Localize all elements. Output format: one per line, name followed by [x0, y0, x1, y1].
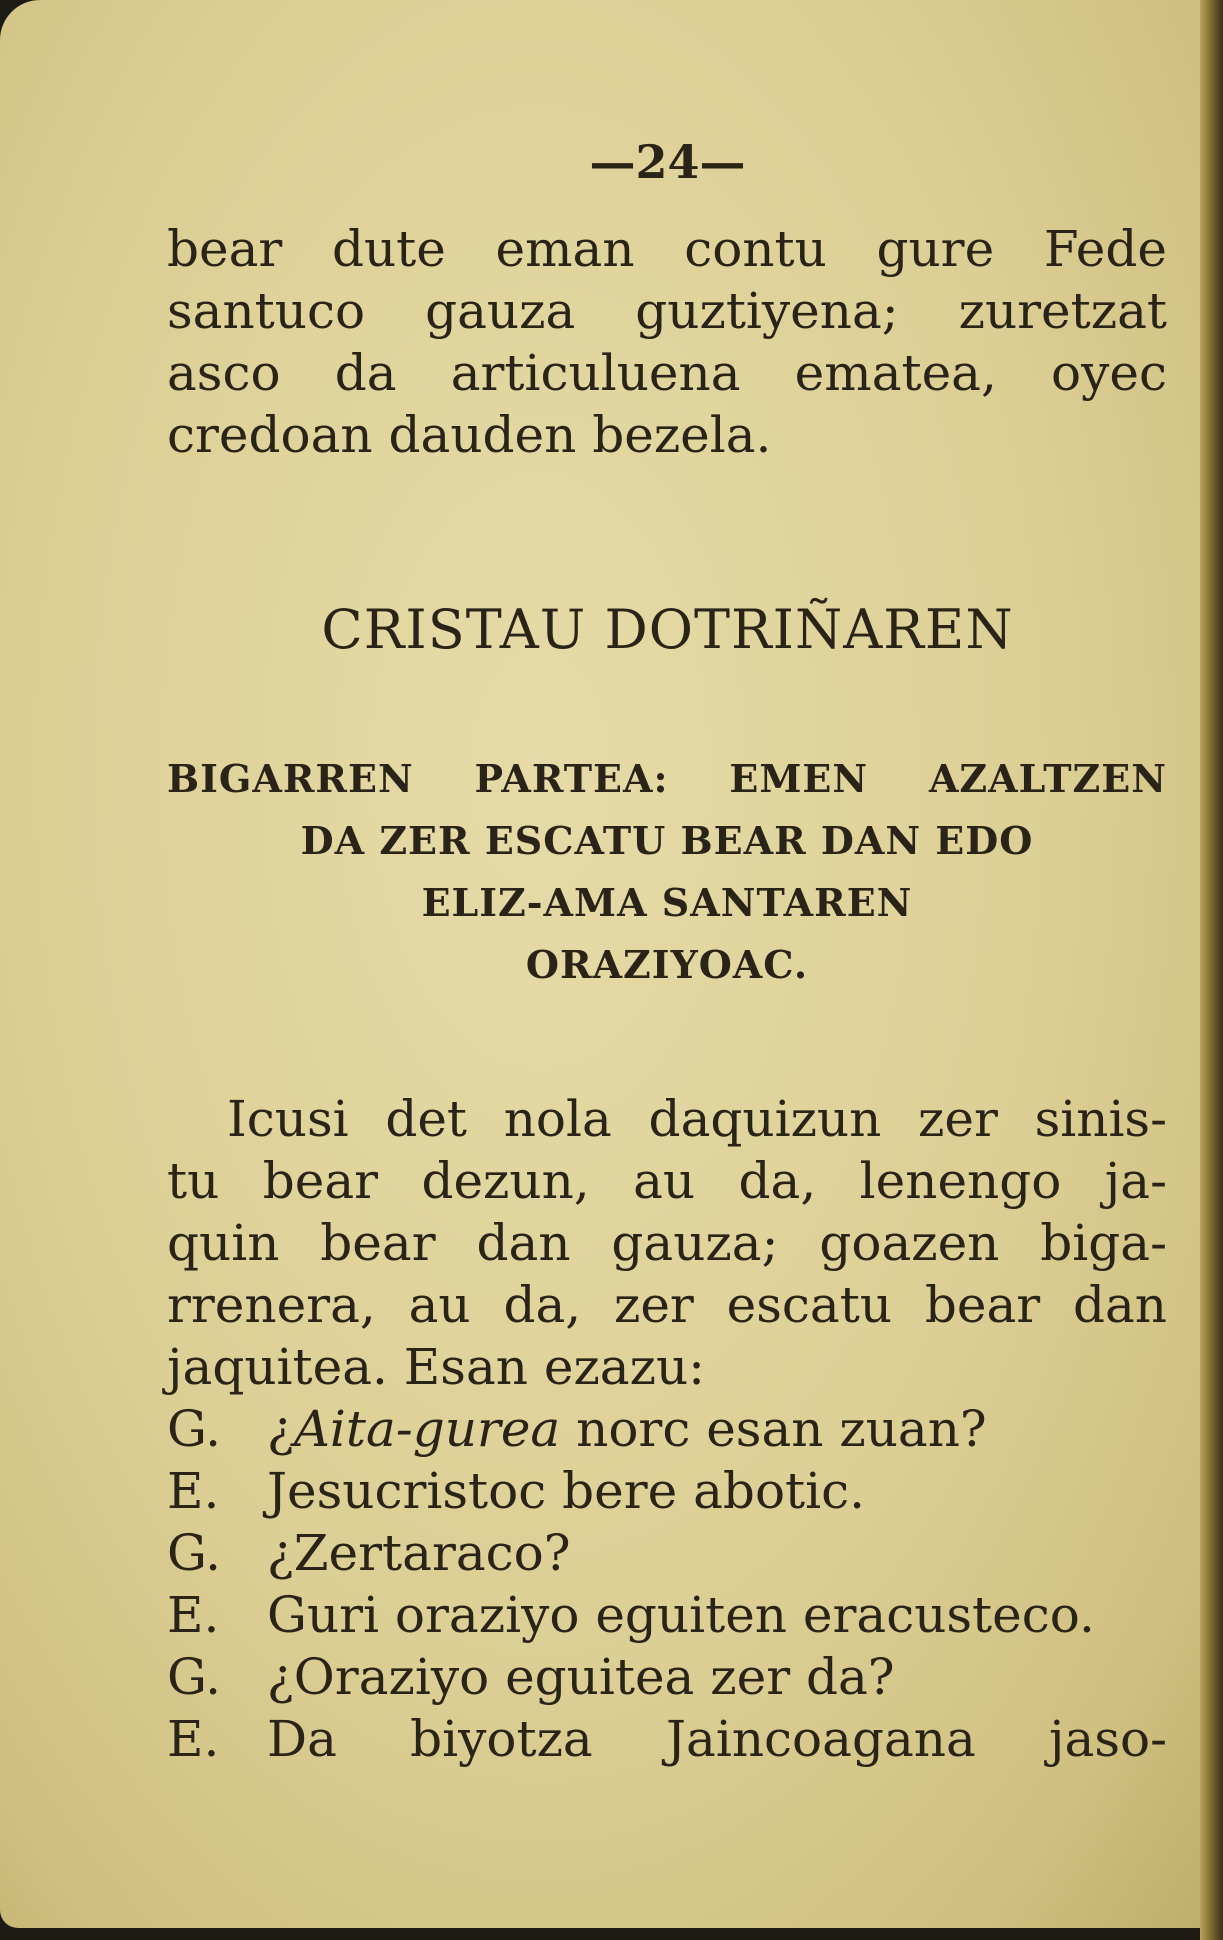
subtitle-line: BIGARREN PARTEA: EMEN AZALTZEN [167, 756, 1167, 801]
page-number: —24— [589, 135, 746, 189]
dialogue-line [167, 1460, 1167, 1522]
text-line: credoan dauden bezela. [167, 406, 772, 464]
subtitle-line: ELIZ-AMA SANTAREN [421, 880, 913, 925]
speaker-label: E. [167, 1586, 220, 1644]
dialogue-text: Jesucristoc bere abotic. [267, 1462, 866, 1520]
text-line: bear dute eman contu gure Fede [167, 220, 1167, 278]
text-line: santuco gauza guztiyena; zuretzat [167, 282, 1167, 340]
dialogue-text [267, 1398, 1167, 1460]
section-title: CRISTAU DOTRIÑAREN [321, 598, 1014, 661]
dialogue-rest: norc esan zuan? [560, 1400, 987, 1458]
speaker-label: E. [167, 1710, 220, 1768]
speaker-label: G. [167, 1524, 222, 1582]
dialogue-text: ¿Oraziyo eguitea zer da? [267, 1648, 895, 1706]
text-line: Icusi det nola daquizun zer sinis- [227, 1090, 1167, 1148]
dialogue-text: ¿Zertaraco? [267, 1524, 571, 1582]
dialogue-text: Da biyotza Jaincoagana jaso- [267, 1710, 1167, 1768]
intro-paragraph [167, 218, 1167, 466]
section-subtitle [167, 748, 1167, 996]
prayer-title: Aita-gurea [293, 1400, 561, 1458]
dialogue-text: Guri oraziyo eguiten eracusteco. [267, 1586, 1095, 1644]
page-edge [1200, 0, 1223, 1940]
speaker-label: G. [167, 1400, 222, 1458]
text-line: quin bear dan gauza; goazen biga- [167, 1214, 1167, 1272]
text-line: tu bear dezun, au da, lenengo ja- [167, 1152, 1167, 1210]
speaker-label: E. [167, 1462, 220, 1520]
speaker-label: G. [167, 1648, 222, 1706]
text-line: jaquitea. Esan ezazu: [167, 1338, 705, 1396]
catechism-dialogue [167, 1398, 1167, 1770]
dialogue-line [167, 1522, 1167, 1584]
subtitle-line: ORAZIYOAC. [525, 942, 809, 987]
text-line: asco da articuluena ematea, oyec [167, 344, 1167, 402]
dialogue-line [167, 1398, 1167, 1460]
dialogue-line [167, 1708, 1167, 1770]
main-paragraph [167, 1088, 1167, 1398]
dialogue-line [167, 1646, 1167, 1708]
dialogue-line [167, 1584, 1167, 1646]
text-line: rrenera, au da, zer escatu bear dan [167, 1276, 1167, 1334]
subtitle-line: DA ZER ESCATU BEAR DAN EDO [300, 818, 1034, 863]
question-mark-prefix: ¿ [267, 1400, 294, 1458]
